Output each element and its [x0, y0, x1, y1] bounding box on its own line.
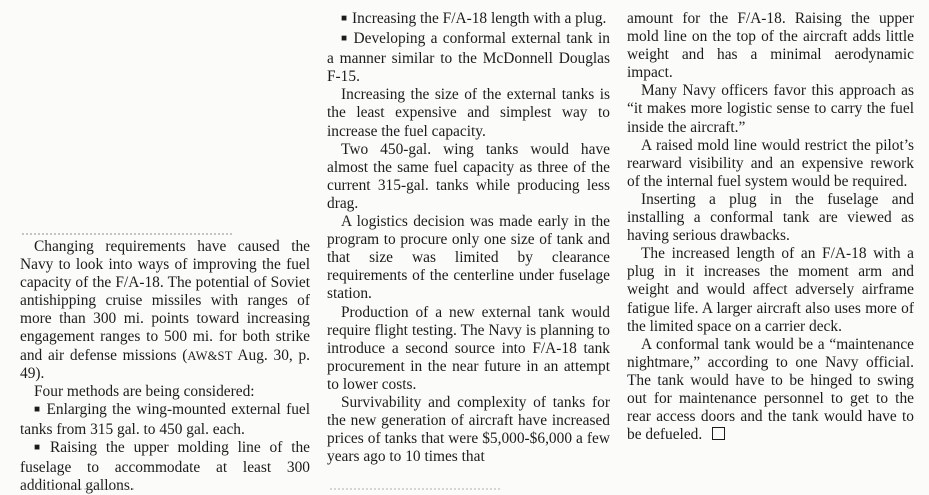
bullet-item — [20, 439, 310, 495]
bullet-icon: ■ — [341, 33, 349, 45]
bullet-text: Enlarging the wing-mounted external fuel tanks from 315 gal. to 450 gal. each. — [20, 400, 310, 438]
bullet-text: Developing a conformal external tank in a manner similar to the McDonnell Douglas F-15. — [327, 30, 610, 86]
paragraph: Many Navy officers favor this approach as “it makes more logistic sense to carry the fuel inside the aircraft.” — [627, 82, 914, 136]
paragraph: Production of a new external tank would require flight testing. The Navy is planning to introduce a second source into F/A-18 tank procurement in the near future in an attempt to lower costs. — [327, 303, 610, 393]
column-right — [627, 10, 914, 444]
bullet-text: Increasing the F/A-18 length with a plug. — [352, 10, 607, 27]
citation-abbrev: AW&ST — [187, 348, 233, 363]
column-middle — [327, 10, 610, 466]
bullet-item — [20, 401, 310, 439]
bullet-text: Raising the upper molding line of the fuselage to accommodate at least 300 additional gallons. — [20, 439, 310, 495]
cropped-text-fragment — [22, 227, 232, 235]
paragraph: Survivability and complexity of tanks for the new generation of aircraft have increased prices of tanks that were $5,000-$6,000 a few years ago to 10 times that — [327, 393, 610, 466]
column-left — [20, 238, 310, 495]
paragraph: The increased length of an F/A-18 with a plug in it increases the moment arm and weight and would affect adversely airframe fatigue life. A larger aircraft also uses more of the limited space on a carrier deck. — [627, 245, 914, 335]
bullet-icon: ■ — [34, 403, 42, 415]
bullet-item — [327, 30, 610, 86]
bullet-item — [327, 10, 610, 30]
paragraph-text: A conformal tank would be a “maintenance nightmare,” according to one Navy official. The tank would have to be hinged to swing out for maintenance personnel to get to the rear access doors and the tank would have to be defueled. — [627, 335, 914, 444]
paragraph — [20, 238, 310, 383]
paragraph: Increasing the size of the external tanks is the least expensive and simplest way to increase the fuel capacity. — [327, 86, 610, 140]
paragraph: Two 450-gal. wing tanks would have almost the same fuel capacity as three of the current 315-gal. tanks while producing less drag. — [327, 140, 610, 212]
paragraph: Four methods are being considered: — [34, 382, 255, 400]
bullet-icon: ■ — [341, 13, 348, 24]
paragraph: A logistics decision was made early in the program to procure only one size of tank and that size was limited by clearance requirements of the centerline under fuselage station. — [327, 213, 610, 303]
paragraph-continued: amount for the F/A-18. Raising the upper mold line on the top of the aircraft adds little weight and has a minimal aerodynamic impact. — [627, 10, 914, 82]
bullet-icon: ■ — [34, 442, 46, 454]
cropped-text-fragment — [330, 488, 500, 495]
paragraph — [627, 336, 914, 445]
paragraph-text: Changing requirements have caused the Navy to look into ways of improving the fuel capacity of the F/A-18. The potential of Soviet antishipping cruise missiles with ranges of more than 300 mi. points toward increasing engagement ranges to 500 mi. for both strike and air defense missions ( — [20, 238, 310, 364]
paragraph-text: Aug. 30, p. 49). — [20, 346, 311, 382]
end-of-article-icon — [712, 427, 725, 440]
paragraph: A raised mold line would restrict the pilot’s rearward visibility and an expensive rework of the internal fuel system would be required. — [627, 136, 914, 190]
cropped-text-fragment — [24, 488, 134, 495]
paragraph: Inserting a plug in the fuselage and installing a conformal tank are viewed as having serious drawbacks. — [627, 190, 914, 245]
